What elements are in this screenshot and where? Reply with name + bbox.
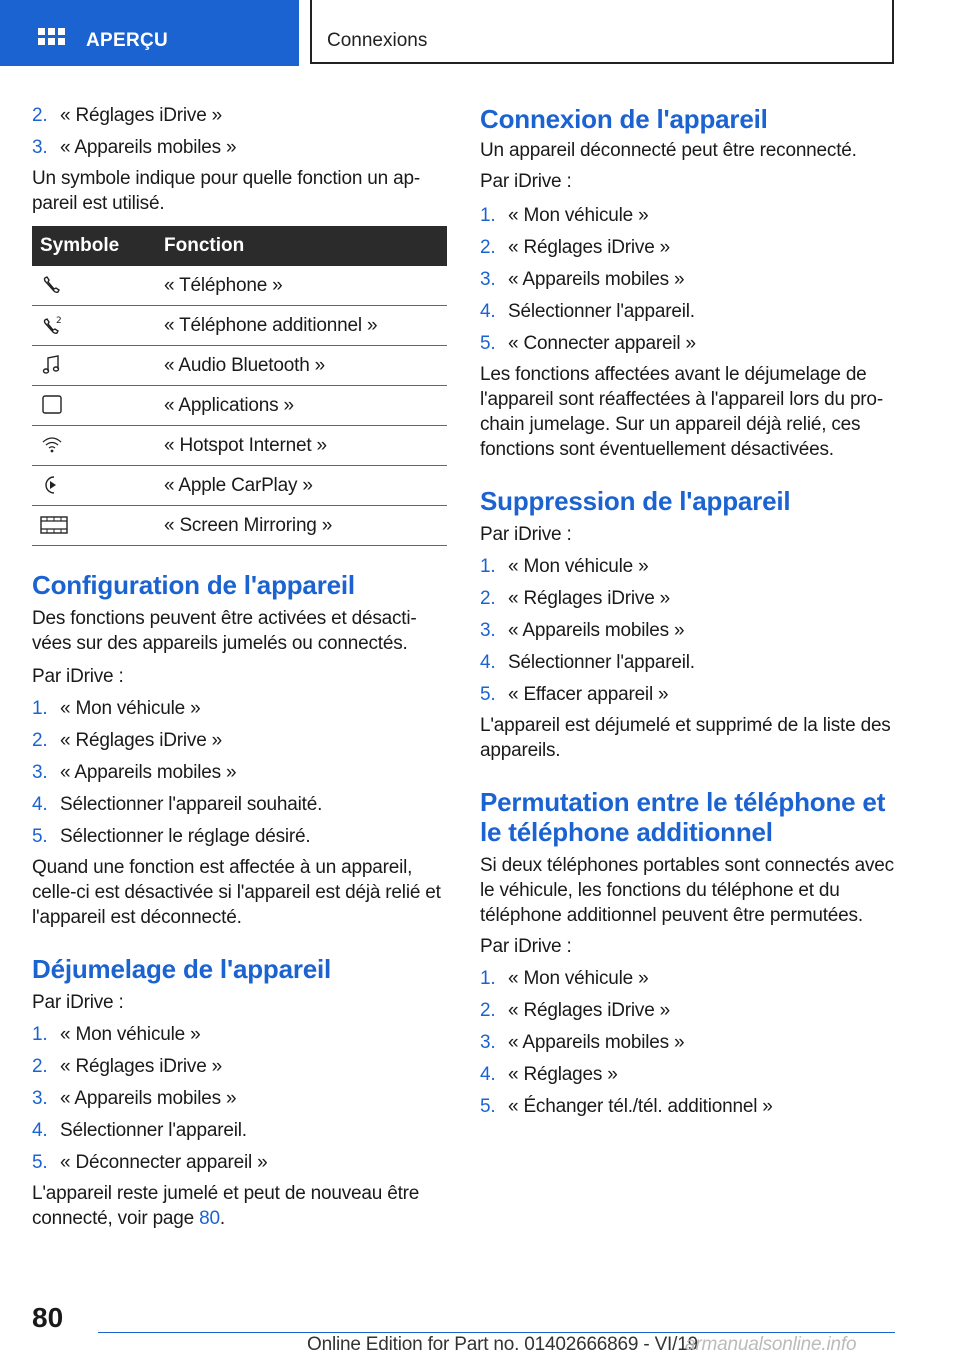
step-text: « Effacer appareil » — [508, 684, 669, 705]
step-text: « Mon véhicule » — [508, 968, 649, 989]
list-item — [32, 757, 447, 789]
section-suppression — [480, 486, 898, 763]
list-item — [480, 232, 898, 264]
step-text: « Réglages iDrive » — [60, 1056, 223, 1077]
list-item — [480, 615, 898, 647]
list-item — [480, 647, 898, 679]
par-idrive-label: Par iDrive : — [480, 524, 572, 545]
step-text: Sélectionner l'appareil souhaité. — [60, 794, 323, 815]
step-text: « Déconnecter appareil » — [60, 1152, 268, 1173]
list-item — [480, 1027, 898, 1059]
list-item — [480, 264, 898, 296]
music-note-icon — [40, 354, 64, 376]
section-text: Les fonctions affectées avant le déjumelage de l'appareil sont réaffectées à l'appareil lors du prochain jumelage. Sur un appareil déjà relié, ces fonctions sont éventuellement désactivées. — [480, 364, 884, 460]
step-number: 2. — [32, 730, 48, 751]
step-text: « Réglages iDrive » — [508, 237, 671, 258]
table-cell: « Apple CarPlay » — [164, 466, 447, 506]
step-number: 1. — [480, 205, 496, 226]
intro-text: Un symbole indique pour quelle fonction un appareil est utilisé. — [32, 168, 421, 214]
step-number: 1. — [32, 1024, 48, 1045]
list-item — [32, 1019, 447, 1051]
section-permutation — [480, 787, 898, 1123]
tab-apercu[interactable] — [0, 0, 299, 66]
step-text: Sélectionner l'appareil. — [60, 1120, 247, 1141]
section-text: Des fonctions peuvent être activées et désactivées sur des appareils jumelés ou connectés. — [32, 608, 417, 654]
table-cell: « Hotspot Internet » — [164, 426, 447, 466]
table-cell: « Screen Mirroring » — [164, 506, 447, 546]
step-text: « Appareils mobiles » — [60, 137, 237, 158]
phone-icon — [40, 274, 64, 296]
section-text: L'appareil est déjumelé et supprimé de la liste des appareils. — [480, 715, 891, 761]
section-title: Connexion de l'appareil — [480, 104, 768, 134]
table-row — [32, 466, 447, 506]
tab-connexions[interactable] — [310, 0, 894, 64]
text-fragment: . — [219, 1208, 225, 1229]
page-reference-link[interactable]: 80 — [199, 1208, 220, 1229]
step-number: 3. — [480, 620, 496, 641]
section-dejumelage — [32, 954, 447, 1231]
table-row — [32, 266, 447, 306]
list-item — [480, 963, 898, 995]
section-configuration — [32, 570, 447, 930]
step-number: 2. — [32, 105, 48, 126]
footer-divider — [98, 1332, 895, 1333]
section-title: Permutation entre le téléphone et le téléphone additionnel — [480, 787, 886, 847]
step-text: « Mon véhicule » — [60, 1024, 201, 1045]
step-number: 5. — [480, 333, 496, 354]
step-text: « Appareils mobiles » — [508, 620, 685, 641]
table-cell: « Téléphone additionnel » — [164, 306, 447, 346]
right-column — [480, 104, 898, 1123]
par-idrive-label: Par iDrive : — [32, 992, 124, 1013]
list-item — [480, 328, 898, 360]
list-item — [480, 583, 898, 615]
table-row — [32, 346, 447, 386]
list-item — [32, 693, 447, 725]
table-cell: « Applications » — [164, 386, 447, 426]
list-item — [480, 1091, 898, 1123]
step-number: 4. — [480, 1064, 496, 1085]
step-number: 5. — [32, 826, 48, 847]
par-idrive-label: Par iDrive : — [32, 666, 124, 687]
step-text: « Réglages iDrive » — [508, 1000, 671, 1021]
table-cell: « Téléphone » — [164, 266, 447, 306]
list-item — [32, 100, 447, 132]
step-number: 3. — [480, 1032, 496, 1053]
step-text: « Réglages iDrive » — [60, 730, 223, 751]
list-item — [32, 821, 447, 853]
intro-steps — [32, 100, 447, 164]
par-idrive-label: Par iDrive : — [480, 171, 572, 192]
step-text: Sélectionner le réglage désiré. — [60, 826, 311, 847]
step-number: 4. — [32, 1120, 48, 1141]
text-fragment: L'appareil reste jumelé et peut de nouveau être connecté, voir page — [32, 1183, 420, 1229]
step-text: Sélectionner l'appareil. — [508, 652, 695, 673]
list-item — [480, 679, 898, 711]
step-text: « Appareils mobiles » — [60, 762, 237, 783]
step-number: 2. — [32, 1056, 48, 1077]
step-number: 5. — [480, 1096, 496, 1117]
step-number: 3. — [480, 269, 496, 290]
list-item — [480, 296, 898, 328]
step-text: « Appareils mobiles » — [508, 1032, 685, 1053]
section-text — [32, 1181, 447, 1231]
app-square-icon — [40, 394, 64, 416]
footer-edition: Online Edition for Part no. 01402666869 - VI/19 — [307, 1334, 698, 1355]
table-header-fonction: Fonction — [164, 226, 447, 266]
step-text: « Échanger tél./tél. additionnel » — [508, 1096, 773, 1117]
section-text: Si deux téléphones portables sont connectés avec le véhicule, les fonctions du téléphone et du téléphone additionnel peuvent être permutées. — [480, 855, 894, 926]
phone-additional-icon — [40, 314, 64, 336]
step-text: Sélectionner l'appareil. — [508, 301, 695, 322]
table-header-symbole: Symbole — [32, 226, 164, 266]
left-column — [32, 100, 447, 1231]
list-item — [480, 200, 898, 232]
page-number: 80 — [32, 1302, 64, 1333]
list-item — [480, 1059, 898, 1091]
screen-mirroring-icon — [40, 514, 68, 536]
step-text: « Réglages » — [508, 1064, 618, 1085]
section-text: Un appareil déconnecté peut être reconnecté. — [480, 140, 857, 161]
step-text: « Mon véhicule » — [60, 698, 201, 719]
list-item — [32, 1115, 447, 1147]
list-item — [32, 725, 447, 757]
step-number: 3. — [32, 762, 48, 783]
step-text: « Mon véhicule » — [508, 556, 649, 577]
step-number: 3. — [32, 1088, 48, 1109]
step-number: 2. — [480, 1000, 496, 1021]
symbol-table — [32, 226, 447, 546]
section-title: Configuration de l'appareil — [32, 570, 355, 600]
step-number: 1. — [32, 698, 48, 719]
list-item — [32, 132, 447, 164]
page-header — [0, 0, 960, 66]
step-number: 2. — [480, 588, 496, 609]
step-number: 2. — [480, 237, 496, 258]
step-text: « Appareils mobiles » — [508, 269, 685, 290]
section-title: Suppression de l'appareil — [480, 486, 791, 516]
table-row — [32, 506, 447, 546]
list-item — [32, 1147, 447, 1179]
footer-watermark: armanualsonline.info — [685, 1334, 857, 1355]
par-idrive-label: Par iDrive : — [480, 936, 572, 957]
step-text: « Réglages iDrive » — [60, 105, 223, 126]
list-item — [32, 1051, 447, 1083]
table-row — [32, 426, 447, 466]
section-connexion — [480, 104, 898, 462]
table-cell: « Audio Bluetooth » — [164, 346, 447, 386]
step-number: 5. — [32, 1152, 48, 1173]
step-number: 1. — [480, 556, 496, 577]
step-number: 5. — [480, 684, 496, 705]
wifi-hotspot-icon — [40, 434, 64, 456]
step-number: 4. — [32, 794, 48, 815]
list-item — [32, 1083, 447, 1115]
tab-apercu-label: APERÇU — [86, 30, 169, 51]
list-item — [480, 551, 898, 583]
step-number: 4. — [480, 652, 496, 673]
list-item — [32, 789, 447, 821]
step-number: 4. — [480, 301, 496, 322]
grid-icon — [38, 28, 66, 54]
step-number: 3. — [32, 137, 48, 158]
table-row — [32, 306, 447, 346]
table-row — [32, 386, 447, 426]
carplay-icon — [40, 474, 64, 496]
step-text: « Appareils mobiles » — [60, 1088, 237, 1109]
section-text: Quand une fonction est affectée à un appareil, celle-ci est désactivée si l'appareil est déjà relié et l'appareil est déconnecté. — [32, 857, 441, 928]
section-title: Déjumelage de l'appareil — [32, 954, 332, 984]
step-number: 1. — [480, 968, 496, 989]
list-item — [480, 995, 898, 1027]
step-text: « Mon véhicule » — [508, 205, 649, 226]
tab-connexions-label: Connexions — [327, 30, 428, 51]
step-text: « Connecter appareil » — [508, 333, 696, 354]
step-text: « Réglages iDrive » — [508, 588, 671, 609]
svg-text:2: 2 — [56, 316, 62, 327]
